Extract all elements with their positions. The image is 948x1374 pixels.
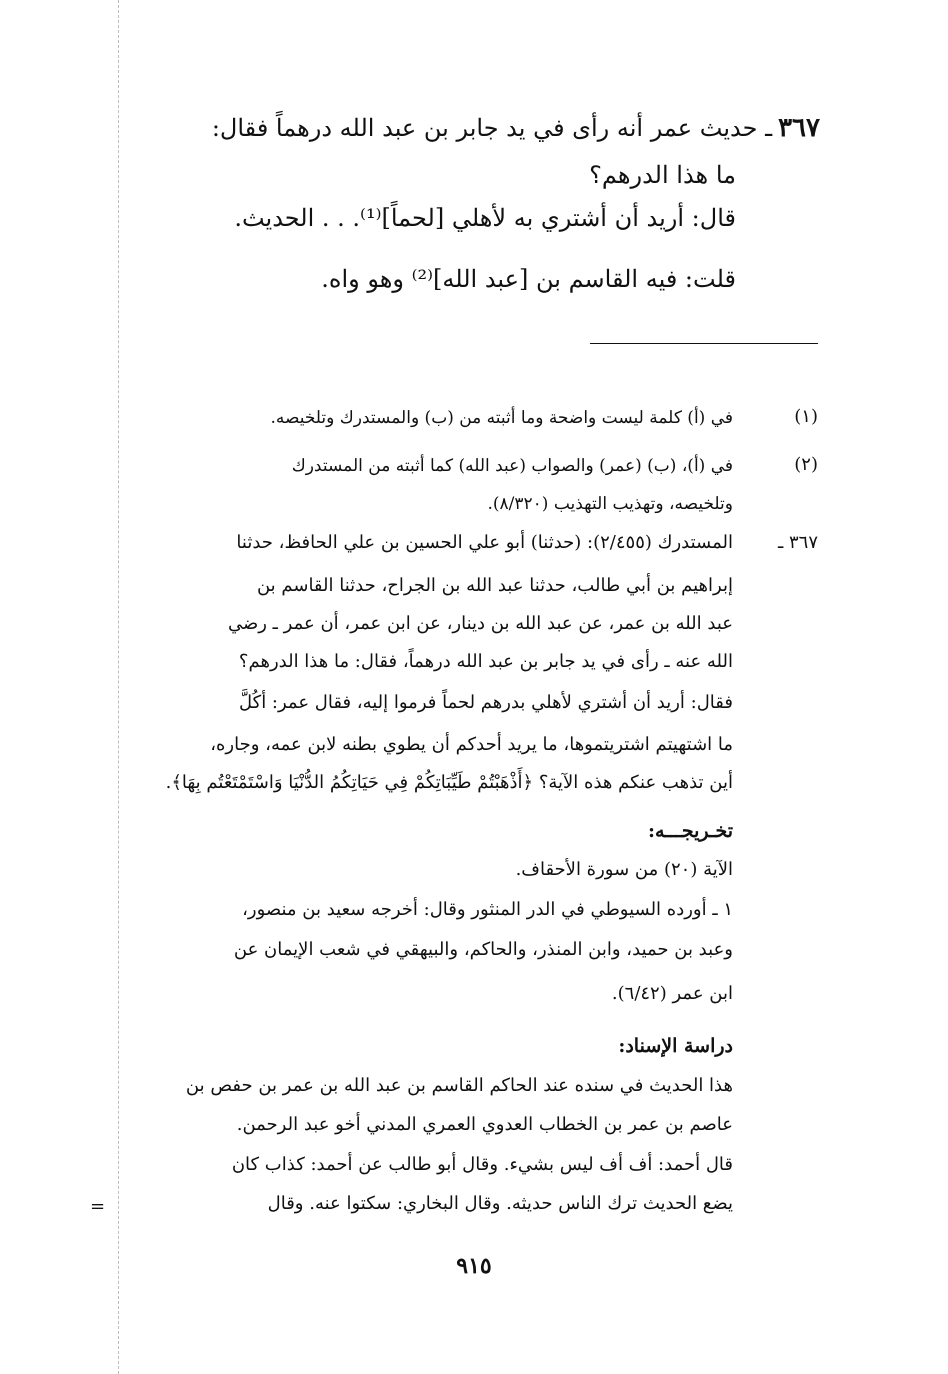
commentary-line-5: فقال: أريد أن أشتري لأهلي بدرهم لحماً فرموا إليه، فقال عمر: أكُلَّ xyxy=(239,692,733,713)
footnote-text-1: في (أ) كلمة ليست واضحة وما أثبته من (ب) والمستدرك وتلخيصه. xyxy=(270,408,733,428)
page-number: ٩١٥ xyxy=(456,1253,492,1279)
commentary-number: ٣٦٧ ـ xyxy=(777,532,818,553)
commentary-line-4: الله عنه ـ رأى في يد جابر بن عبد الله درهماً، فقال: ما هذا الدرهم؟ xyxy=(238,651,733,672)
entry-number: ٣٦٧ xyxy=(778,113,820,143)
footnote-text-2-cont: وتلخيصه، وتهذيب التهذيب (٨/٣٢٠). xyxy=(487,494,733,514)
entry-line-1 xyxy=(212,113,820,143)
commentary-line-2: إبراهيم بن أبي طالب، حدثنا عبد الله بن الجراح، حدثنا القاسم بن xyxy=(256,575,733,596)
footnote-separator xyxy=(590,343,818,344)
entry-line-2: ما هذا الدرهم؟ xyxy=(589,161,736,189)
entry-line-4: قلت: فيه القاسم بن [عبد الله]⁽²⁾ وهو واه. xyxy=(321,265,736,293)
takhrij-line-1: الآية (٢٠) من سورة الأحقاف. xyxy=(515,859,733,880)
takhrij-line-4: ابن عمر (٦/٤٢). xyxy=(611,983,733,1004)
entry-line-3: قال: أريد أن أشتري به لأهلي [لحماً]⁽¹⁾. . . الحديث. xyxy=(234,204,736,232)
entry-text-1: ـ حديث عمر أنه رأى في يد جابر بن عبد الله درهماً فقال: xyxy=(211,114,773,142)
footnote-text-2: في (أ)، (ب) (عمر) والصواب (عبد الله) كما أثبته من المستدرك xyxy=(291,456,733,476)
commentary-line-6: ما اشتهيتم اشتريتموها، ما يريد أحدكم أن يطوي بطنه لابن عمه، وجاره، xyxy=(210,734,733,755)
footnote-number-2: (٢) xyxy=(794,454,818,475)
footnote-number-1: (١) xyxy=(794,406,818,427)
continuation-mark: = xyxy=(90,1196,106,1217)
takhrij-line-2: ١ ـ أورده السيوطي في الدر المنثور وقال: أخرجه سعيد بن منصور، xyxy=(242,899,733,920)
isnad-line-2: عاصم بن عمر بن الخطاب العدوي العمري المدني أخو عبد الرحمن. xyxy=(236,1114,733,1135)
commentary-line-7: أين تذهب عنكم هذه الآية؟ ﴿أَذْهَبْتُمْ طَيِّبَاتِكُمْ فِي حَيَاتِكُمُ الدُّنْيَا وَاسْتَمْتَعْتُم بِهَا﴾. xyxy=(165,772,733,793)
commentary-line-1: المستدرك (٢/٤٥٥): (حدثنا) أبو علي الحسين بن علي الحافظ، حدثنا xyxy=(236,532,733,553)
isnad-line-1: هذا الحديث في سنده عند الحاكم القاسم بن عبد الله بن عمر بن حفص بن xyxy=(185,1075,733,1096)
takhrij-line-3: وعبد بن حميد، وابن المنذر، والحاكم، والبيهقي في شعب الإيمان عن xyxy=(233,939,733,960)
page-edge xyxy=(118,0,120,1374)
isnad-line-3: قال أحمد: أف أف ليس بشيء. وقال أبو طالب عن أحمد: كذاب كان xyxy=(231,1154,733,1175)
takhrij-heading: تخـريجـــه: xyxy=(647,820,733,842)
commentary-line-3: عبد الله بن عمر، عن عبد الله بن دينار، عن ابن عمر، أن عمر ـ رضي xyxy=(227,613,733,634)
isnad-line-4: يضع الحديث ترك الناس حديثه. وقال البخاري: سكتوا عنه. وقال xyxy=(267,1193,733,1214)
isnad-heading: دراسة الإسناد: xyxy=(618,1035,733,1057)
